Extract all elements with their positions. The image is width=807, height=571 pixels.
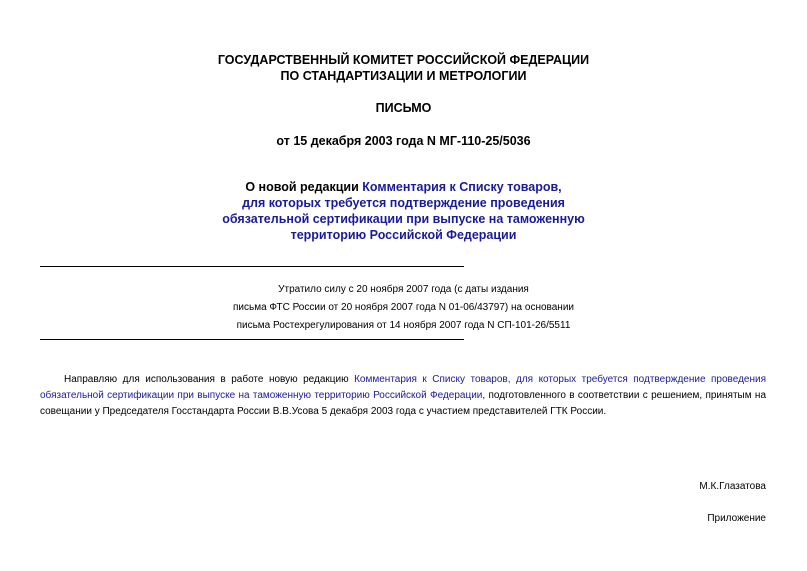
body-intro: Направляю для использования в работе новую редакцию [64, 374, 355, 385]
document-date: от 15 декабря 2003 года N МГ-110-25/5036 [276, 134, 531, 148]
commentary-link[interactable]: Комментария к Списку товаров, для которых требуется подтверждение проведения обязательной сертификации при выпуске на таможенную территорию Российской Федерации [40, 374, 767, 401]
attachment-label: Приложение [707, 513, 766, 524]
status-note-line-3: письма Ростехрегулирования от 14 ноября 2007 года N СП-101-26/5511 [236, 320, 571, 331]
subject-prefix: О новой редакции [245, 180, 363, 194]
status-note [0, 281, 807, 335]
body-rest: , подготовленного в соответствии с решением, принятым на совещании у Председателя Госстандарта России В.В.Усова 5 декабря 2003 года с участием представителей ГТК России. [40, 390, 767, 417]
subject-link-part-4[interactable]: территорию Российской Федерации [290, 228, 517, 242]
issuer-header [0, 52, 807, 84]
subject-link-part-3[interactable]: обязательной сертификации при выпуске на таможенную [222, 212, 585, 226]
subject-link-part-1[interactable]: Комментария к Списку товаров, [362, 180, 562, 194]
top-divider [40, 266, 464, 267]
issuer-line-2: ПО СТАНДАРТИЗАЦИИ И МЕТРОЛОГИИ [280, 69, 527, 83]
status-note-line-2: письма ФТС России от 20 ноября 2007 года N 01-06/43797) на основании [233, 302, 574, 313]
issuer-line-1: ГОСУДАРСТВЕННЫЙ КОМИТЕТ РОССИЙСКОЙ ФЕДЕРАЦИИ [217, 53, 590, 67]
document-subject [0, 179, 807, 243]
subject-link-part-2[interactable]: для которых требуется подтверждение проведения [242, 196, 565, 210]
status-note-line-1: Утратило силу с 20 ноября 2007 года (с даты издания [278, 284, 529, 295]
bottom-divider [40, 339, 464, 340]
signature: М.К.Глазатова [699, 481, 766, 492]
subject-line-1 [0, 179, 807, 195]
body-paragraph [40, 372, 766, 420]
document-type: ПИСЬМО [375, 101, 432, 115]
